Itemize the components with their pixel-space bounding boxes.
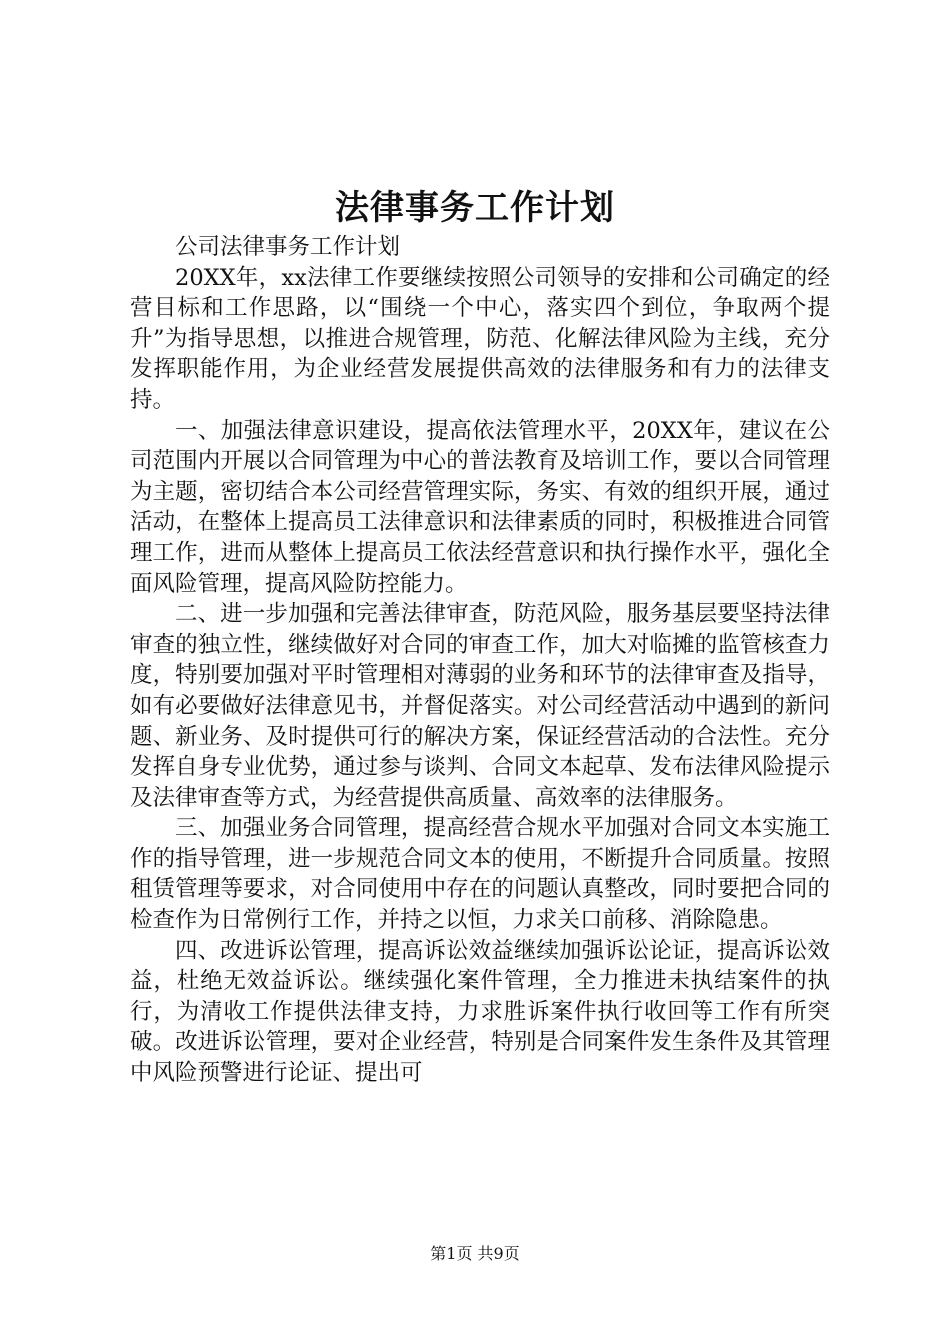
- document-body: [130, 232, 830, 1089]
- page-number-footer: 第1页 共9页: [430, 1244, 520, 1263]
- paragraph-section-4: 四、改进诉讼管理，提高诉讼效益继续加强诉讼论证，提高诉讼效益，杜绝无效益诉讼。继续强化案件管理，全力推进未执结案件的执行，为清收工作提供法律支持，力求胜诉案件执行收回等工作有所突破。改进诉讼管理，要对企业经营，特别是合同案件发生条件及其管理中风险预警进行论证、提出可: [130, 937, 830, 1087]
- paragraph-section-3: 三、加强业务合同管理，提高经营合规水平加强对合同文本实施工作的指导管理，进一步规范合同文本的使用，不断提升合同质量。按照租赁管理等要求，对合同使用中存在的问题认真整改，同时要把合同的检查作为日常例行工作，并持之以恒，力求关口前移、消除隐患。: [130, 815, 830, 934]
- paragraph-section-1: 一、加强法律意识建设，提高依法管理水平，20XX年，建议在公司范围内开展以合同管理为中心的普法教育及培训工作，要以合同管理为主题，密切结合本公司经营管理实际，务实、有效的组织开展，通过活动，在整体上提高员工法律意识和法律素质的同时，积极推进合同管理工作，进而从整体上提高员工依法经营意识和执行操作水平，强化全面风险管理，提高风险防控能力。: [130, 417, 830, 597]
- document-title: 法律事务工作计划: [335, 188, 615, 228]
- paragraph-intro: 20XX年，xx法律工作要继续按照公司领导的安排和公司确定的经营目标和工作思路，以“围绕一个中心，落实四个到位，争取两个提升”为指导思想，以推进合规管理，防范、化解法律风险为主线，充分发挥职能作用，为企业经营发展提供高效的法律服务和有力的法律支持。: [130, 264, 830, 413]
- paragraph-subtitle: 公司法律事务工作计划: [175, 234, 401, 260]
- paragraph-section-2: 二、进一步加强和完善法律审查，防范风险，服务基层要坚持法律审查的独立性，继续做好对合同的审查工作，加大对临摊的监管核查力度，特别要加强对平时管理相对薄弱的业务和环节的法律审查及指导，如有必要做好法律意见书，并督促落实。对公司经营活动中遇到的新问题、新业务、及时提供可行的解决方案，保证经营活动的合法性。充分发挥自身专业优势，通过参与谈判、合同文本起草、发布法律风险提示及法律审查等方式，为经营提供高质量、高效率的法律服务。: [130, 601, 830, 811]
